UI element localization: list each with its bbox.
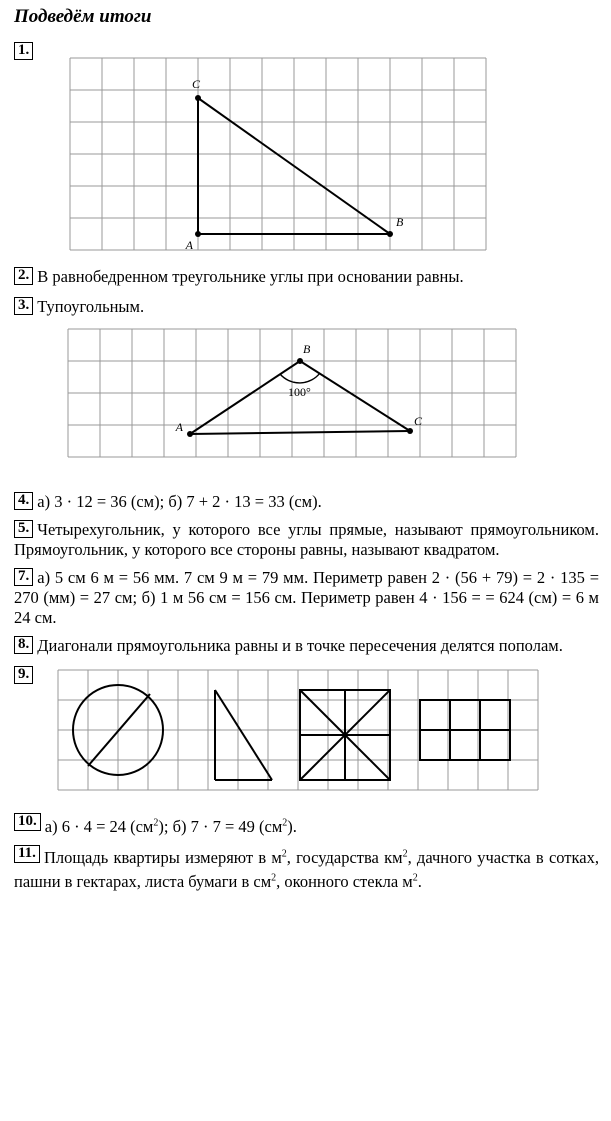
vertex-label-B: B bbox=[396, 215, 404, 229]
item-number-11: 11. bbox=[14, 845, 40, 863]
shape-square-diagonals bbox=[300, 690, 390, 780]
item-7 bbox=[14, 566, 599, 628]
item-number-9: 9. bbox=[14, 666, 33, 684]
item-8-text: Диагонали прямоугольника равны и в точке пересечения делятся пополам. bbox=[37, 636, 563, 655]
item-number-2: 2. bbox=[14, 267, 33, 285]
shape-rectangle-grid bbox=[420, 700, 510, 760]
item-9 bbox=[0, 662, 611, 807]
obtuse-triangle-grid-svg bbox=[0, 321, 611, 481]
item-2 bbox=[14, 265, 599, 287]
figure-right-triangle bbox=[0, 36, 611, 261]
item-4-text: а) 3 · 12 = 36 (см); б) 7 + 2 · 13 = 33 (см). bbox=[37, 492, 322, 511]
item-number-3: 3. bbox=[14, 297, 33, 315]
item-11-text: Площадь квартиры измеряют в $м^2$, государства $км^2$, дачного участка в сотках, пашни в гектарах, листа бумаги в $см^2$, оконного стекла $м^2$. bbox=[14, 848, 599, 891]
item-5 bbox=[14, 518, 599, 560]
four-shapes-grid-svg bbox=[0, 662, 611, 802]
angle-label: 100° bbox=[288, 385, 311, 399]
vertex-label-C: C bbox=[191, 77, 201, 91]
item-number-1: 1. bbox=[14, 42, 33, 60]
item-number-5: 5. bbox=[14, 520, 33, 538]
page-title: Подведём итоги bbox=[14, 6, 152, 27]
item-number-7: 7. bbox=[14, 568, 33, 586]
vertex-label-A: A bbox=[185, 238, 193, 252]
item-number-4: 4. bbox=[14, 492, 33, 510]
item-3 bbox=[14, 295, 599, 317]
item-10-text: а) 6 · 4 = 24 $(см^2)$; б) 7 · 7 = 49 $(см^2)$. bbox=[44, 816, 297, 836]
item-4 bbox=[14, 490, 599, 512]
item-2-text: В равнобедренном треугольнике углы при основании равны. bbox=[37, 267, 464, 286]
item-5-text: Четырехугольник, у которого все углы прямые, называют прямоугольником. Прямоугольник, у которого все стороны равны, называют квадратом. bbox=[14, 520, 599, 559]
item-8 bbox=[14, 634, 599, 656]
item-1 bbox=[0, 36, 611, 261]
item-7-text: а) 5 см 6 м = 56 мм. 7 см 9 м = 79 мм. Периметр равен 2 · (56 + 79) = 2 · 135 = 270 (мм) = 27 см; б) 1 м 56 см = 156 см. Периметр равен 4 · 156 = = 624 (см) = 6 м 24 см. bbox=[14, 568, 599, 627]
vertex-label-A: A bbox=[175, 420, 183, 434]
vertex-label-B: B bbox=[303, 342, 311, 356]
item-3-text: Тупоугольным. bbox=[37, 297, 145, 316]
item-number-10: 10. bbox=[14, 813, 41, 831]
shape-triangle bbox=[215, 690, 272, 780]
figure-obtuse-triangle bbox=[0, 321, 611, 486]
item-11 bbox=[14, 843, 599, 892]
figure-four-shapes bbox=[0, 662, 611, 807]
item-10 bbox=[14, 811, 599, 837]
item-number-8: 8. bbox=[14, 636, 33, 654]
right-triangle-grid-svg bbox=[0, 36, 611, 256]
vertex-label-C: C bbox=[414, 414, 423, 428]
angle-arc bbox=[280, 373, 320, 383]
